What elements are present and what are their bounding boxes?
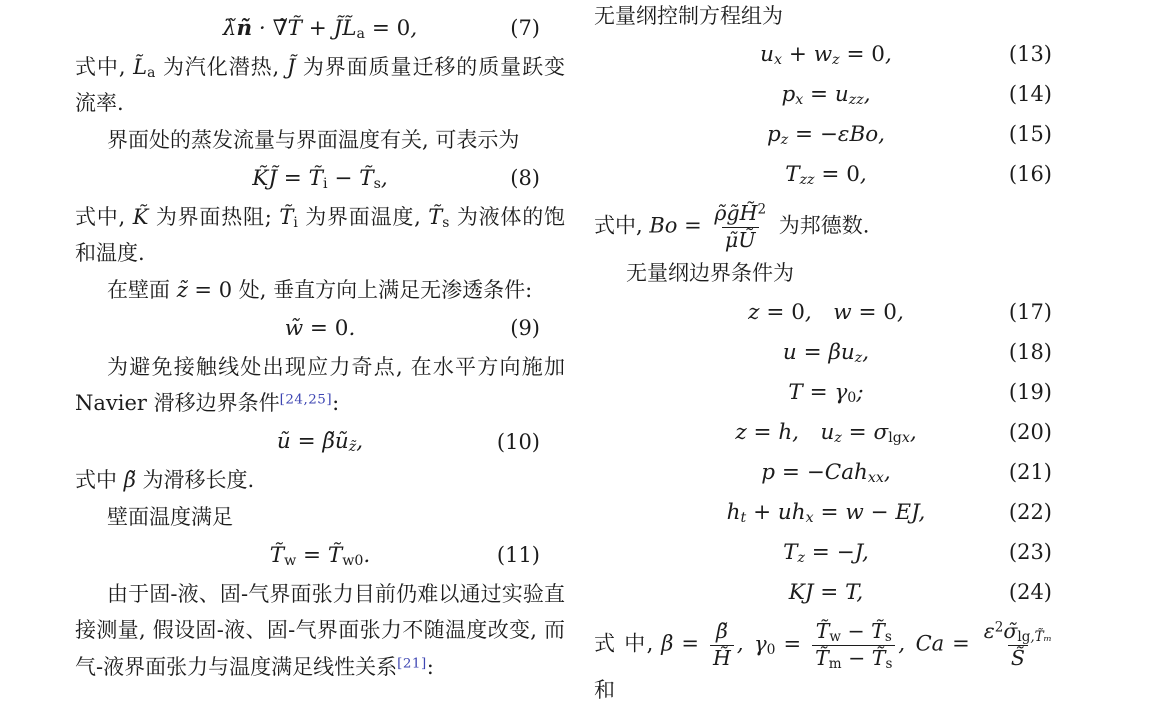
text-run: 由于固-液、固-气界面张力目前仍难以通过实验直接测量, 假设固-液、固-气界面张力不随温度改变, 而气-液界面张力与温度满足线性关系	[75, 581, 565, 679]
inline-math: K̃	[132, 204, 149, 229]
paragraph	[75, 576, 565, 686]
equation-row	[75, 160, 565, 197]
equation-number: (15)	[1008, 122, 1052, 146]
equation-number: (23)	[1008, 540, 1052, 565]
inline-math: β =	[661, 631, 708, 656]
equation-body: $u_x + w_z = 0$,	[760, 41, 892, 68]
text-run: 式中	[75, 468, 124, 492]
text-run: 和	[594, 677, 615, 702]
inline-math: Bo =	[649, 213, 709, 238]
equation-number: (20)	[1008, 420, 1052, 445]
inline-math: Ca =	[915, 631, 978, 656]
right-column	[594, 0, 1058, 710]
equation-number: (17)	[1008, 300, 1052, 325]
equation-body: $p_x = u_{zz}$,	[781, 81, 871, 108]
equation-row	[75, 310, 565, 347]
equation-number: (9)	[510, 316, 540, 341]
fraction-denominator: μ̃Ũ	[722, 227, 759, 254]
equation-row	[594, 115, 1058, 153]
equation-body: $T_z = -J$,	[783, 539, 869, 566]
equation-body: $h_t + uh_x = w$ − EJ,	[726, 499, 926, 526]
fraction-denominator: $T̃_m$ − $T̃_s$	[812, 645, 895, 672]
inline-math: ,	[736, 631, 755, 656]
equation-body: KJ = T,	[788, 579, 864, 605]
inline-math: J̃	[286, 54, 296, 79]
text-run: 壁面温度满足	[107, 504, 233, 529]
equation-number: (8)	[510, 166, 540, 191]
text-run: 在壁面	[107, 277, 177, 302]
text-run: 式中,	[75, 54, 134, 79]
inline-math: $\gamma_0$ =	[754, 631, 810, 658]
equation-body: w̃ = 0.	[284, 315, 356, 341]
text-run: 为界面质量迁移的质量跃变流率.	[75, 54, 565, 115]
equation-number: (16)	[1008, 162, 1052, 186]
equation-row	[594, 333, 1058, 371]
equation-body: $T_{zz} = 0$,	[785, 161, 867, 188]
equation-row	[594, 493, 1058, 531]
equation-number: (21)	[1008, 460, 1052, 485]
equation-body: $u = \beta u_z$,	[782, 339, 870, 366]
text-run: 处, 垂直方向上满足无渗透条件:	[232, 277, 533, 302]
equation-body: z = 0, w = 0,	[748, 299, 904, 325]
equation-row	[594, 75, 1058, 113]
fraction	[711, 201, 769, 253]
equation-row	[594, 293, 1058, 331]
text-run: 式中,	[594, 213, 650, 238]
equation-row	[594, 155, 1058, 193]
equation-row	[594, 453, 1058, 491]
fraction	[981, 619, 1055, 671]
paragraph	[594, 613, 1058, 709]
text-run: :	[426, 654, 434, 679]
text-run: 界面处的蒸发流量与界面温度有关, 可表示为	[107, 127, 520, 152]
fraction-denominator: S̃	[1008, 645, 1028, 672]
equation-number: (7)	[510, 16, 540, 41]
paragraph	[594, 0, 1058, 33]
equation-row	[75, 424, 565, 461]
equation-number: (22)	[1008, 500, 1052, 525]
inline-math: $T̃_i$	[279, 204, 298, 231]
inline-math: ,	[898, 631, 916, 656]
inline-math: $T̃_s$	[428, 204, 450, 231]
text-run: 无量纲控制方程组为	[594, 4, 783, 28]
text-run: 为邦德数.	[772, 213, 870, 238]
equation-body: z = h, $u_z = \sigma_{lgx}$,	[735, 419, 917, 446]
fraction-denominator: H̃	[710, 645, 734, 672]
inline-math: β̃	[123, 468, 136, 492]
equation-body: ũ = $\betãũ_{z̃}$,	[276, 429, 364, 456]
paragraph	[75, 122, 565, 159]
equation-number: (24)	[1008, 580, 1052, 605]
equation-body: $p_z = -\varepsilon Bo$,	[766, 121, 886, 148]
equation-number: (14)	[1008, 82, 1052, 106]
text-run: :	[332, 391, 340, 415]
text-run: 为液体的饱和温度.	[75, 204, 565, 265]
equation-body: λ̃ñ · ∇̃T̃ + $J̃L̃_a = 0$,	[222, 15, 418, 42]
fraction-numerator: ρ̃g̃H̃$^2$	[714, 201, 767, 225]
paragraph	[75, 272, 565, 309]
inline-math: $L̃_a$	[133, 54, 156, 81]
left-column	[75, 0, 565, 685]
equation-body: p = −Cah$_{xx}$,	[761, 459, 891, 486]
equation-body: K̃J̃ = $T̃_i$ − $T̃_s$,	[252, 165, 388, 192]
text-run: 为界面热阻;	[148, 204, 280, 229]
paragraph	[75, 199, 565, 272]
equation-body: $T = \gamma_0$;	[788, 379, 864, 406]
equation-row	[594, 573, 1058, 611]
equation-number: (19)	[1008, 380, 1052, 405]
equation-row	[594, 533, 1058, 571]
fraction	[812, 619, 895, 671]
paragraph	[75, 49, 565, 122]
equation-number: (13)	[1008, 42, 1052, 66]
equation-row	[594, 413, 1058, 451]
inline-math: z̃ = 0	[176, 277, 233, 302]
fraction	[710, 619, 734, 671]
text-run: 式 中,	[594, 631, 662, 656]
text-run: 无量纲边界条件为	[626, 261, 794, 286]
text-run: 为滑移长度.	[135, 468, 255, 492]
paragraph	[75, 349, 565, 422]
equation-number: (11)	[496, 543, 540, 568]
paragraph	[594, 195, 1058, 255]
text-run: 为界面温度,	[297, 204, 429, 229]
citation-ref[interactable]: [24,25]	[279, 392, 333, 408]
paragraph	[75, 499, 565, 536]
equation-row	[594, 35, 1058, 73]
paragraph	[75, 462, 565, 499]
equation-number: (10)	[496, 429, 540, 454]
equation-body: $T̃_w$ = $T̃_{w0}$.	[269, 542, 371, 569]
equation-row	[594, 373, 1058, 411]
citation-ref[interactable]: [21]	[397, 655, 427, 671]
fraction-numerator: $T̃_w$ − $T̃_s$	[815, 619, 892, 646]
fraction-numerator: β̃	[716, 619, 728, 644]
equation-number: (18)	[1008, 340, 1052, 365]
equation-row	[75, 10, 565, 47]
text-run: 为汽化潜热,	[155, 54, 287, 79]
fraction-numerator: $\varepsilon^2\sigmã_{lg,T̃_m}$	[983, 619, 1052, 646]
text-run: 式中,	[75, 204, 133, 229]
text-run: 为避免接触线处出现应力奇点, 在水平方向施加 Navier 滑移边界条件	[75, 354, 565, 415]
equation-row	[75, 537, 565, 574]
paragraph	[594, 255, 1058, 291]
